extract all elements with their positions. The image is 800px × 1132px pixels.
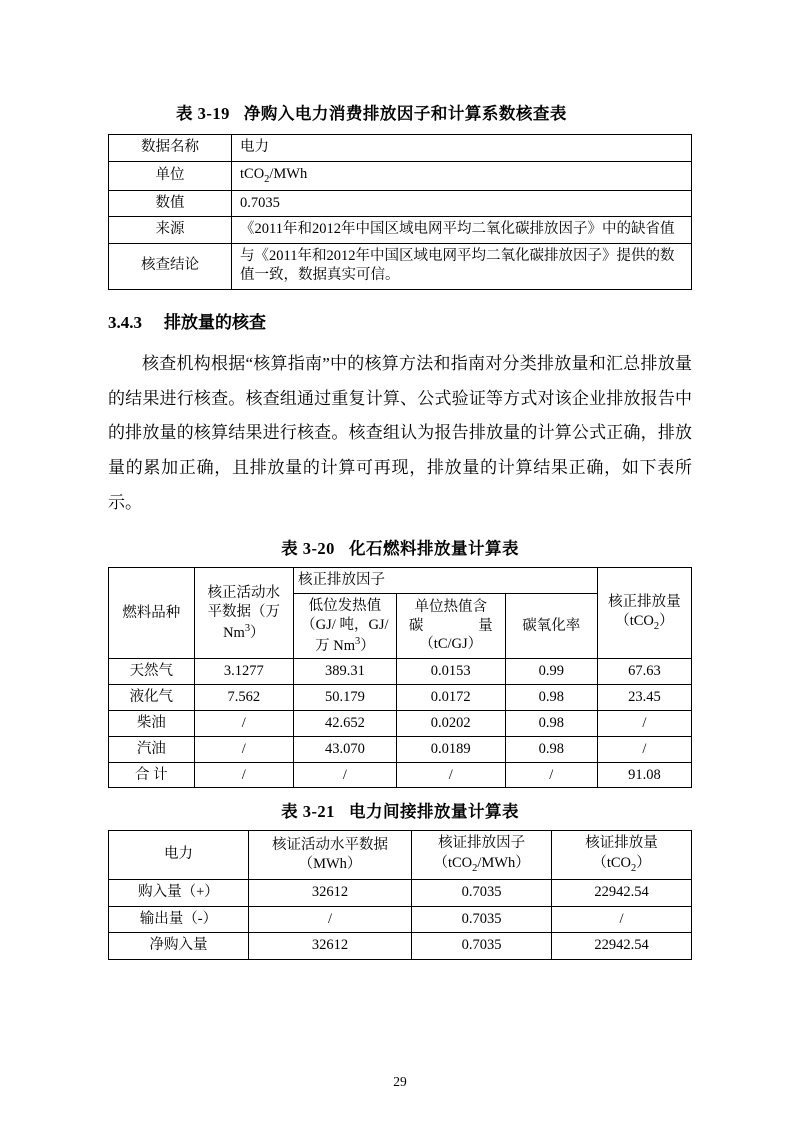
- table-header-row: [109, 568, 692, 594]
- header-electricity: 电力: [109, 831, 249, 880]
- row-value: 电力: [232, 135, 692, 162]
- cell-emission: /: [597, 736, 691, 762]
- header-factor-group: 核正排放因子: [293, 568, 597, 594]
- table-3-20-caption-title: 化石燃料排放量计算表: [348, 539, 519, 558]
- table-3-19-caption: [108, 100, 692, 124]
- row-value: 0.7035: [232, 190, 692, 217]
- row-label: 单位: [109, 161, 232, 190]
- cell-activity: 32612: [248, 933, 411, 960]
- cell-carbon: /: [396, 762, 505, 788]
- row-label: 数据名称: [109, 135, 232, 162]
- row-label: 核查结论: [109, 243, 232, 289]
- header-factor: 核证排放因子 （tCO$_2$/MWh）: [412, 831, 552, 880]
- table-row: [109, 736, 692, 762]
- table-3-20-caption: [108, 535, 692, 559]
- table-row: [109, 762, 692, 788]
- table-3-19-caption-title: 净购入电力消费排放因子和计算系数核查表: [243, 104, 567, 123]
- table-3-21-caption: [108, 798, 692, 822]
- row-label: 来源: [109, 217, 232, 244]
- table-row: [109, 685, 692, 711]
- header-activity: 核正活动水平数据（万 Nm$^3$）: [194, 568, 293, 659]
- section-title: 排放量的核查: [164, 312, 266, 332]
- table-row: [109, 659, 692, 685]
- table-3-21: [108, 830, 692, 959]
- header-oxidation: 碳氧化率: [505, 593, 597, 658]
- table-row: [109, 135, 692, 162]
- cell-activity: 32612: [248, 879, 411, 906]
- header-carbon: 单位热值含 碳 量 （tC/GJ）: [396, 593, 505, 658]
- cell-activity: /: [194, 762, 293, 788]
- cell-factor: 0.7035: [412, 879, 552, 906]
- table-row: [109, 161, 692, 190]
- cell-name: 输出量（-）: [109, 906, 249, 933]
- table-3-19-caption-number: 表 3-19: [176, 104, 230, 123]
- cell-carbon: 0.0153: [396, 659, 505, 685]
- cell-emission: /: [552, 906, 692, 933]
- cell-factor: 0.7035: [412, 933, 552, 960]
- row-value: tCO$_2$/MWh: [232, 161, 692, 190]
- cell-ncv: 389.31: [293, 659, 396, 685]
- cell-activity: 7.562: [194, 685, 293, 711]
- cell-carbon: 0.0189: [396, 736, 505, 762]
- table-3-19: [108, 134, 692, 290]
- table-3-20: [108, 567, 692, 788]
- row-label: 数值: [109, 190, 232, 217]
- body-paragraph: 核查机构根据“核算指南”中的核算方法和指南对分类排放量和汇总排放量的结果进行核查。核查组通过重复计算、公式验证等方式对该企业排放报告中的排放量的核算结果进行核查。核查组认为报告排放量的计算公式正确，排放量的累加正确，且排放量的计算可再现，排放量的计算结果正确，如下表所示。: [108, 353, 692, 513]
- row-value: 《2011年和2012年中国区域电网平均二氧化碳排放因子》中的缺省值: [232, 217, 692, 244]
- table-3-20-caption-number: 表 3-20: [281, 539, 335, 558]
- cell-fuel: 天然气: [109, 659, 195, 685]
- table-row: [109, 933, 692, 960]
- page-number: 29: [393, 1074, 407, 1089]
- cell-fuel: 合 计: [109, 762, 195, 788]
- table-row: [109, 190, 692, 217]
- cell-factor: 0.7035: [412, 906, 552, 933]
- cell-oxidation: 0.99: [505, 659, 597, 685]
- header-fuel: 燃料品种: [109, 568, 195, 659]
- table-row: [109, 906, 692, 933]
- cell-emission: 23.45: [597, 685, 691, 711]
- cell-oxidation: 0.98: [505, 685, 597, 711]
- section-number: 3.4.3: [108, 312, 142, 332]
- header-activity: 核证活动水平数据 （MWh）: [248, 831, 411, 880]
- table-3-21-caption-number: 表 3-21: [281, 802, 335, 822]
- cell-activity: /: [194, 736, 293, 762]
- cell-oxidation: 0.98: [505, 736, 597, 762]
- cell-fuel: 汽油: [109, 736, 195, 762]
- table-row: [109, 879, 692, 906]
- cell-fuel: 液化气: [109, 685, 195, 711]
- cell-emission: /: [597, 710, 691, 736]
- header-ncv: 低位发热值（GJ/ 吨，GJ/万 Nm$^3$）: [293, 593, 396, 658]
- header-emission: 核正排放量（tCO$_2$）: [597, 568, 691, 659]
- cell-emission: 22942.54: [552, 933, 692, 960]
- cell-fuel: 柴油: [109, 710, 195, 736]
- cell-oxidation: /: [505, 762, 597, 788]
- header-emission: 核证排放量（tCO$_2$）: [552, 831, 692, 880]
- table-3-21-caption-title: 电力间接排放量计算表: [348, 802, 519, 822]
- cell-activity: /: [248, 906, 411, 933]
- table-header-row: [109, 831, 692, 880]
- table-row: [109, 710, 692, 736]
- cell-activity: 3.1277: [194, 659, 293, 685]
- cell-oxidation: 0.98: [505, 710, 597, 736]
- section-heading: [108, 308, 692, 333]
- cell-ncv: 50.179: [293, 685, 396, 711]
- cell-ncv: 42.652: [293, 710, 396, 736]
- table-row: [109, 217, 692, 244]
- cell-ncv: /: [293, 762, 396, 788]
- cell-emission: 91.08: [597, 762, 691, 788]
- cell-name: 购入量（+）: [109, 879, 249, 906]
- cell-ncv: 43.070: [293, 736, 396, 762]
- cell-carbon: 0.0202: [396, 710, 505, 736]
- cell-activity: /: [194, 710, 293, 736]
- cell-emission: 22942.54: [552, 879, 692, 906]
- table-row: [109, 243, 692, 289]
- cell-emission: 67.63: [597, 659, 691, 685]
- cell-carbon: 0.0172: [396, 685, 505, 711]
- cell-name: 净购入量: [109, 933, 249, 960]
- row-value: 与《2011年和2012年中国区域电网平均二氧化碳排放因子》提供的数值一致，数据真实可信。: [232, 243, 692, 289]
